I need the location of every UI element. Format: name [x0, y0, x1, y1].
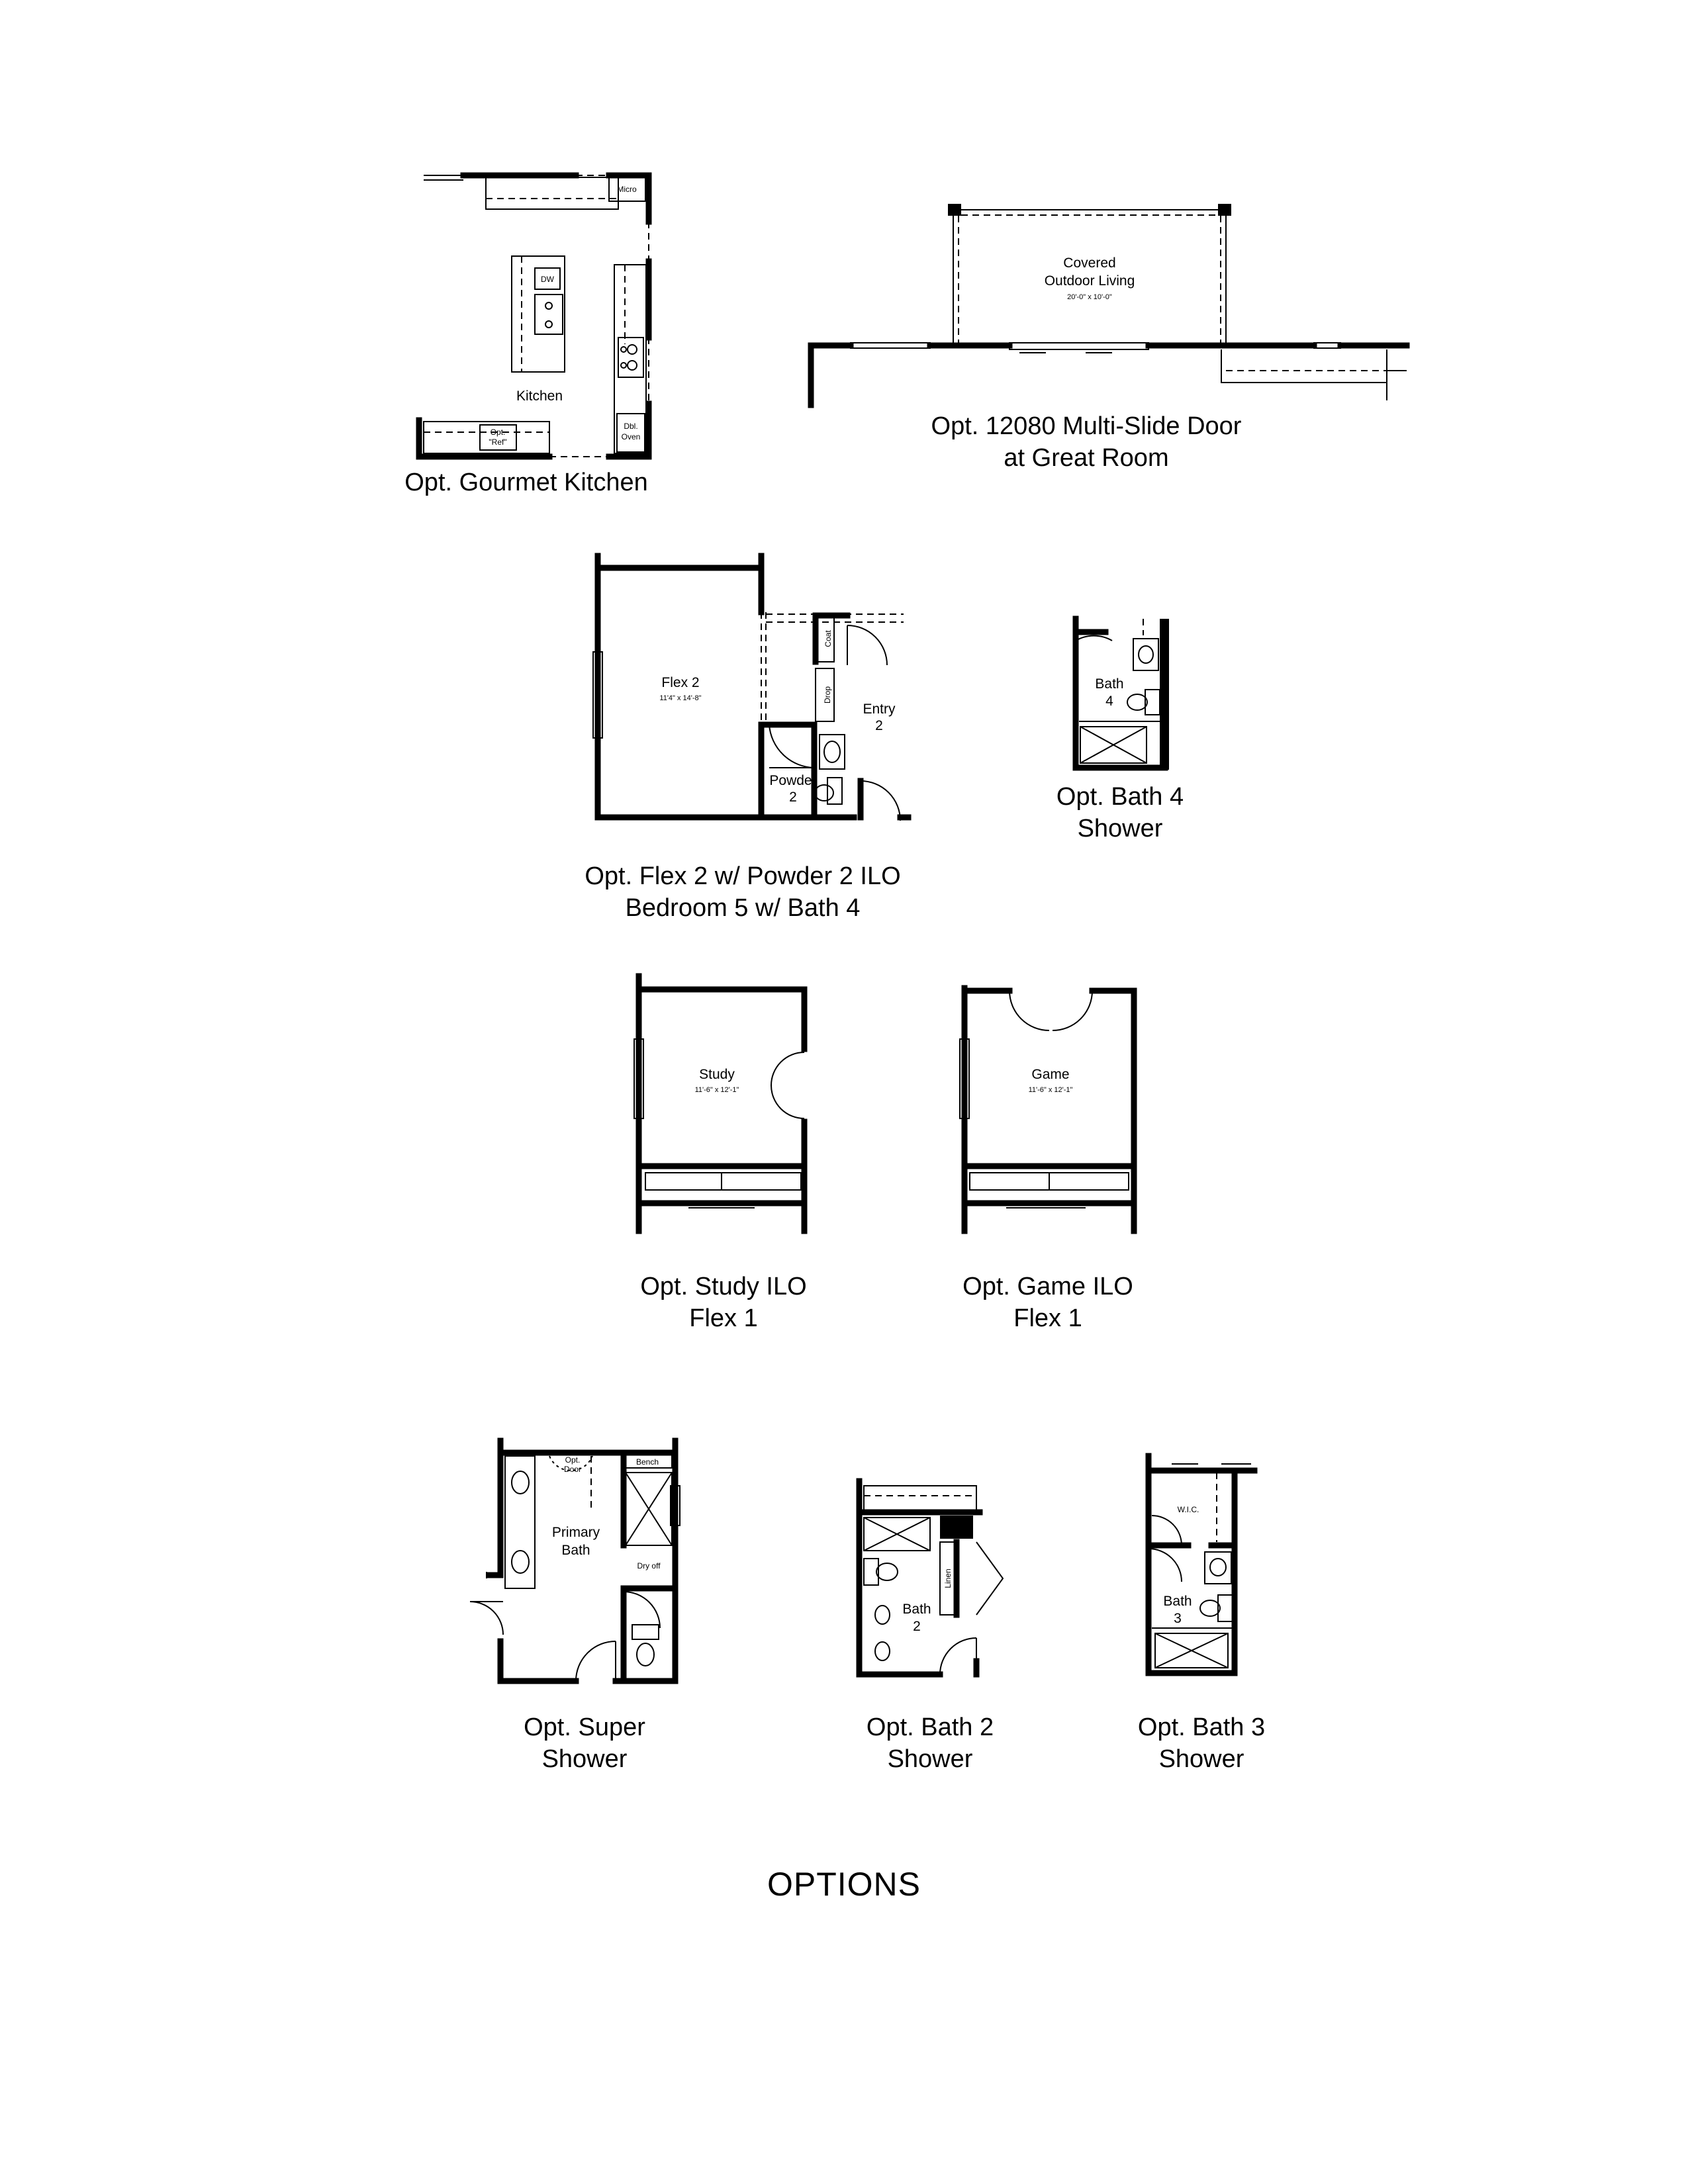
gourmet-kitchen-plan — [419, 175, 649, 457]
bath2-shower-plan — [859, 1481, 1003, 1674]
primary-bath-label-1: Primary — [551, 1525, 600, 1540]
entry-label-2: 2 — [875, 718, 883, 733]
powder-label-2: 2 — [789, 790, 797, 805]
ref-label-2: "Ref" — [489, 437, 507, 447]
kitchen-label: Kitchen — [516, 388, 563, 404]
drop-label: Drop — [823, 686, 832, 704]
outdoor-dims: 20'-0" x 10'-0" — [1067, 293, 1112, 301]
bath2-label-2: 2 — [913, 1619, 921, 1634]
oven-label-2: Oven — [621, 432, 641, 441]
bath4-label-1: Bath — [1095, 676, 1124, 692]
linen-label: Linen — [943, 1569, 953, 1588]
flex2-label: Flex 2 — [661, 675, 700, 690]
caption-bath2-shower: Opt. Bath 2 Shower — [866, 1713, 994, 1773]
wic-label: W.I.C. — [1177, 1505, 1199, 1514]
study-dims: 11'-6" x 12'-1" — [694, 1086, 739, 1094]
bath2-label-1: Bath — [902, 1602, 931, 1617]
bath3-label-1: Bath — [1163, 1594, 1192, 1609]
caption-super-shower: Opt. Super Shower — [524, 1713, 645, 1773]
caption-bath4-shower: Opt. Bath 4 Shower — [1056, 783, 1184, 842]
entry-label-1: Entry — [863, 702, 896, 717]
dw-label: DW — [541, 275, 554, 284]
oven-label-1: Dbl. — [624, 422, 638, 431]
game-dims: 11'-6" x 12'-1" — [1028, 1086, 1073, 1094]
study-label: Study — [699, 1067, 735, 1082]
bath4-shower-plan — [1076, 619, 1169, 770]
caption-flex2-powder2: Opt. Flex 2 w/ Powder 2 ILO Bedroom 5 w/ Bath 4 — [585, 862, 901, 922]
primary-bath-label-2: Bath — [561, 1543, 590, 1558]
caption-bath3-shower: Opt. Bath 3 Shower — [1137, 1713, 1266, 1773]
flex2-dims: 11'4" x 14'-8" — [659, 694, 702, 702]
caption-study: Opt. Study ILO Flex 1 — [640, 1273, 807, 1332]
caption-game: Opt. Game ILO Flex 1 — [962, 1273, 1133, 1332]
optdoor-label-1: Opt. — [565, 1455, 581, 1465]
micro-label: Micro — [617, 185, 637, 194]
bath3-shower-plan — [1149, 1456, 1254, 1673]
bath3-label-2: 3 — [1174, 1611, 1182, 1626]
game-label: Game — [1031, 1067, 1070, 1082]
super-shower-plan — [470, 1441, 680, 1681]
caption-gourmet-kitchen: Opt. Gourmet Kitchen — [404, 469, 648, 496]
bath4-label-2: 4 — [1105, 694, 1113, 709]
powder-label-1: Powder — [769, 773, 817, 788]
optdoor-label-2: Door — [563, 1465, 582, 1474]
game-plan — [960, 988, 1134, 1231]
outdoor-label-2: Outdoor Living — [1044, 273, 1135, 289]
dryoff-label: Dry off — [637, 1561, 661, 1570]
multi-slide-door-plan — [811, 204, 1407, 405]
study-plan — [634, 976, 804, 1231]
flex2-powder2-plan — [593, 556, 908, 821]
outdoor-label-1: Covered — [1063, 255, 1116, 271]
ref-label-1: Opt. — [490, 428, 506, 437]
coat-label: Coat — [823, 630, 833, 647]
bench-label: Bench — [635, 1457, 659, 1467]
page-title: OPTIONS — [767, 1866, 921, 1903]
caption-multi-slide-door: Opt. 12080 Multi-Slide Door at Great Room — [931, 412, 1242, 472]
